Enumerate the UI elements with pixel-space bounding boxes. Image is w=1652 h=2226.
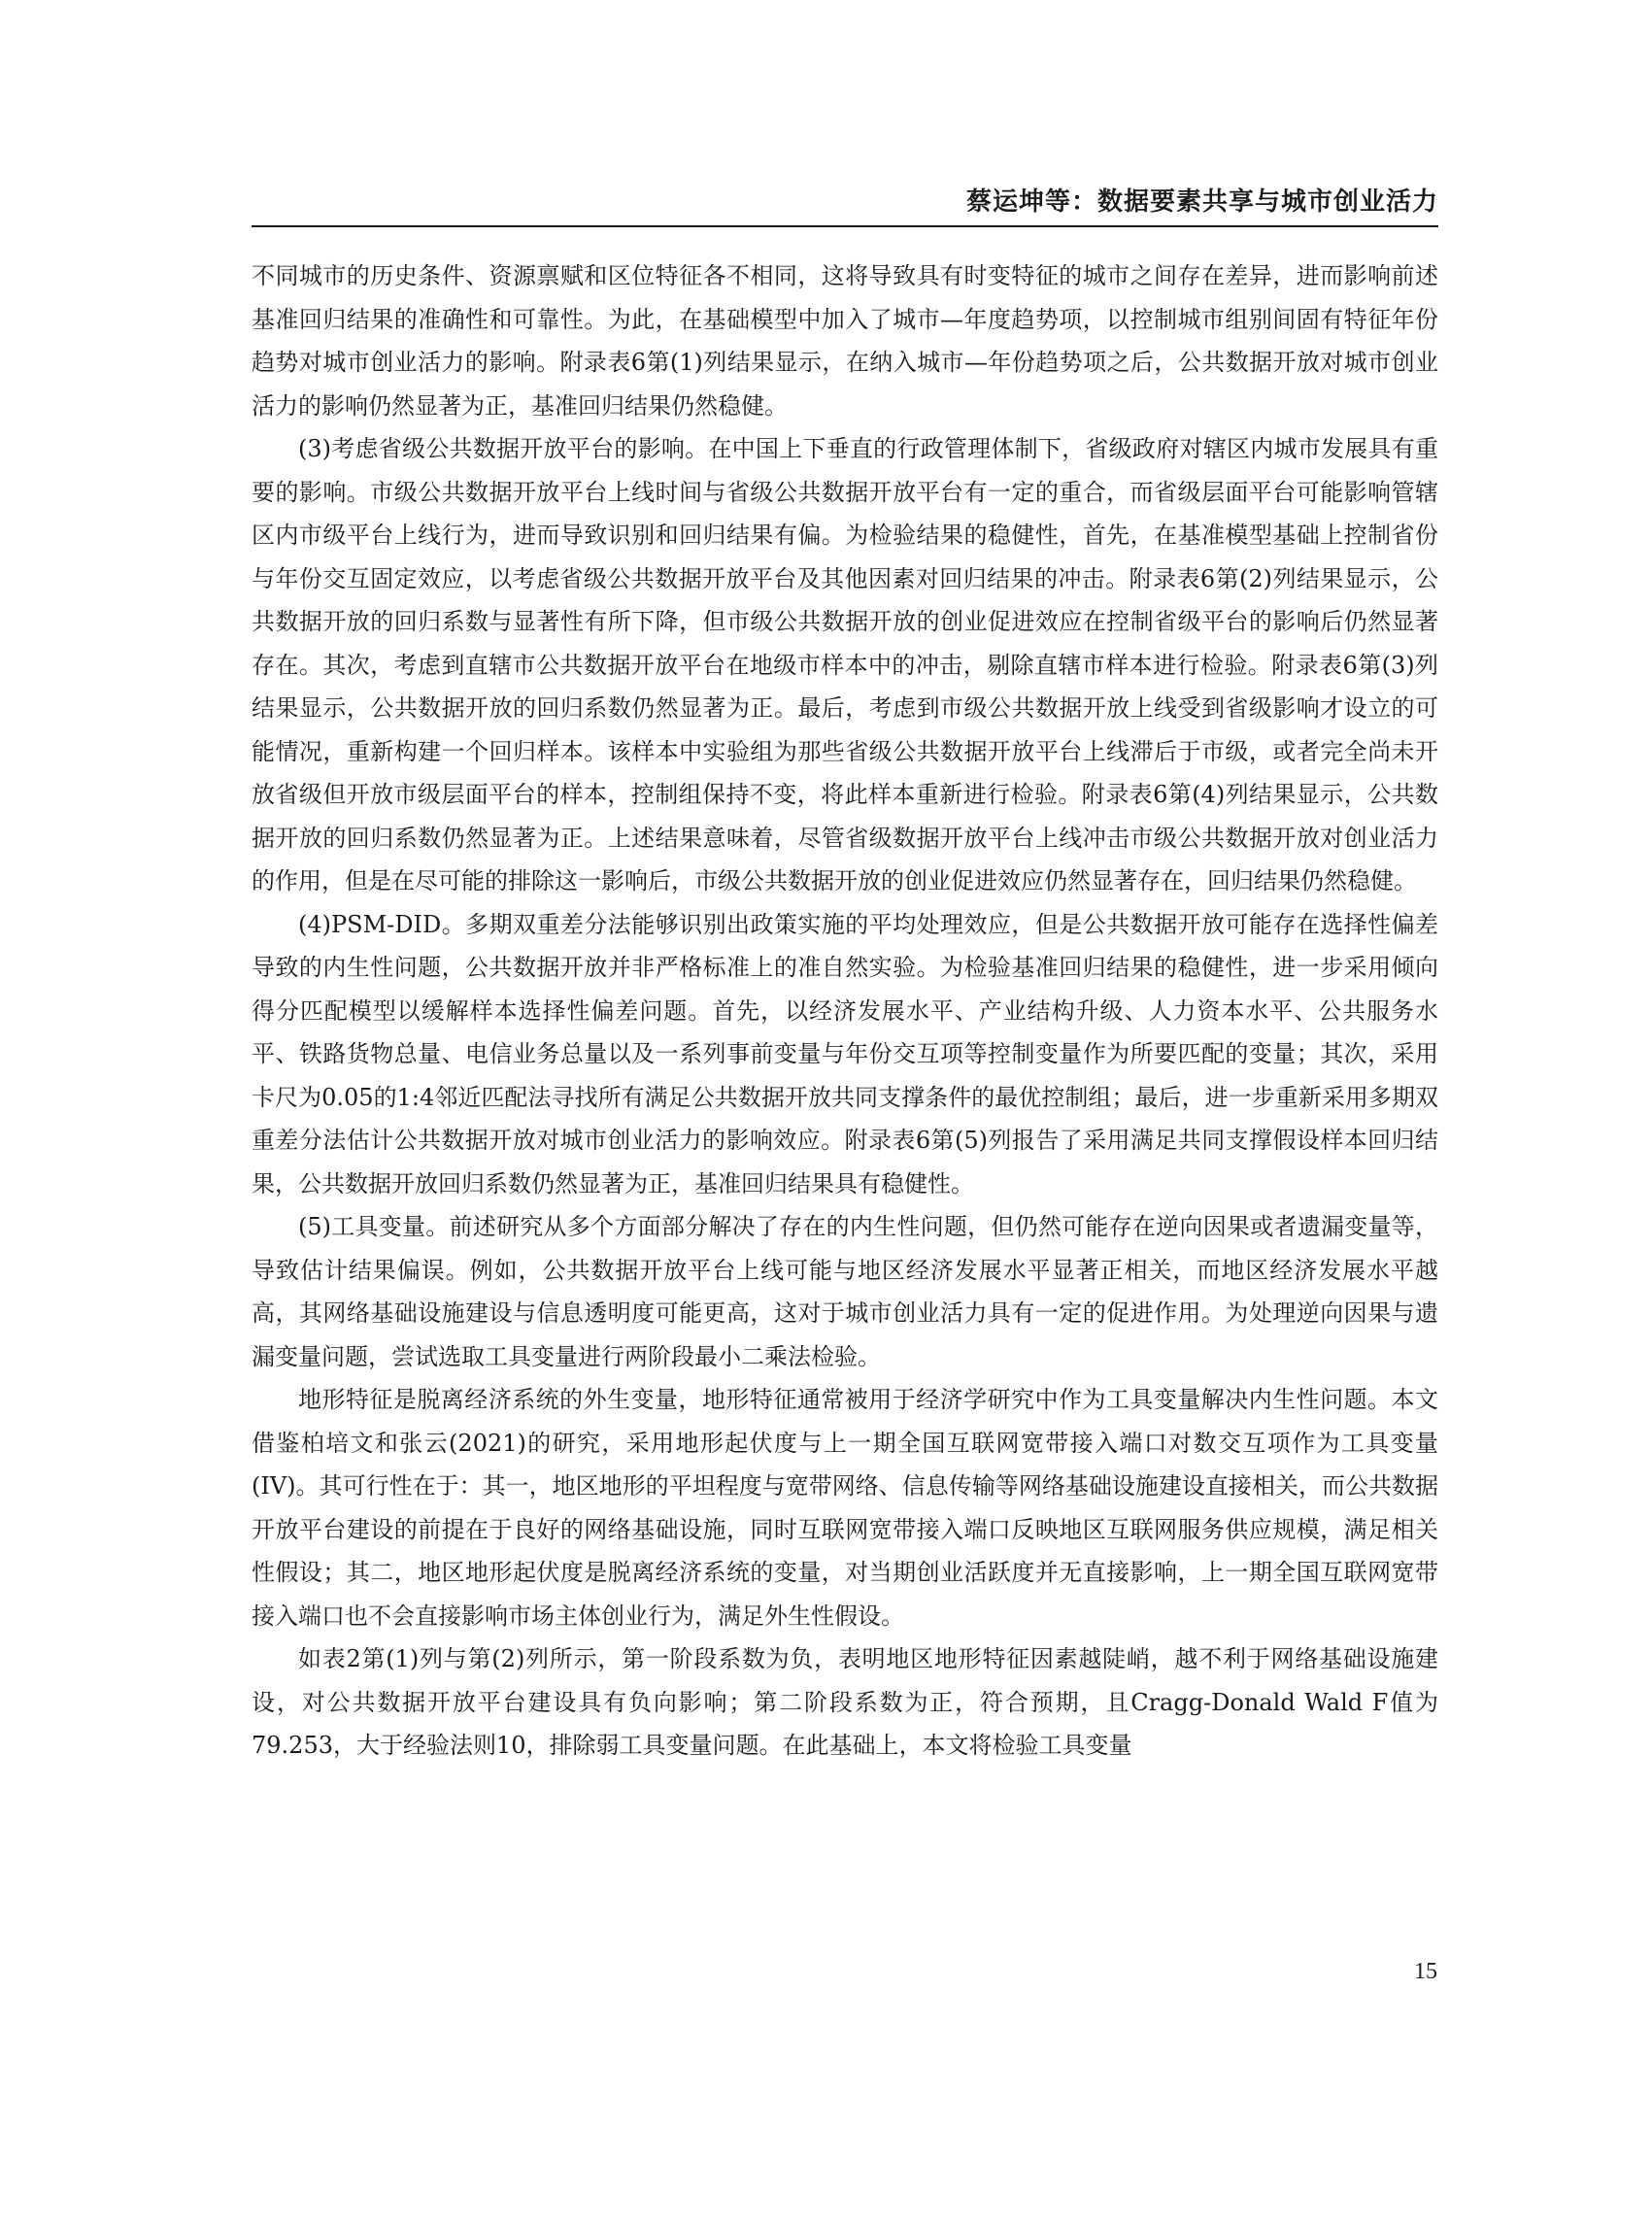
paragraph-psm-did: (4)PSM-DID。多期双重差分法能够识别出政策实施的平均处理效应，但是公共数据开放可能存在选择性偏差导致的内生性问题，公共数据开放并非严格标准上的准自然实验。为检验基准回归结果的稳健性，进一步采用倾向得分匹配模型以缓解样本选择性偏差问题。首先，以经济发展水平、产业结构升级、人力资本水平、公共服务水平、铁路货物总量、电信业务总量以及一系列事前变量与年份交互项等控制变量作为所要匹配的变量；其次，采用卡尺为0.05的1:4邻近匹配法寻找所有满足公共数据开放共同支撑条件的最优控制组；最后，进一步重新采用多期双重差分法估计公共数据开放对城市创业活力的影响效应。附录表6第(5)列报告了采用满足共同支撑假设样本回归结果，公共数据开放回归系数仍然显著为正，基准回归结果具有稳健性。 <box>252 910 1438 1197</box>
page-number: 15 <box>1414 1959 1437 1984</box>
paragraph-table2-results: 如表2第(1)列与第(2)列所示，第一阶段系数为负，表明地区地形特征因素越陡峭，越不利于网络基础设施建设，对公共数据开放平台建设具有负向影响；第二阶段系数为正，符合预期，且Cragg-Donald Wald F值为79.253，大于经验法则10，排除弱工具变量问题。在此基础上，本文将检验工具变量 <box>252 1645 1438 1759</box>
article-body <box>252 254 1438 1768</box>
paragraph-city-trend: 不同城市的历史条件、资源禀赋和区位特征各不相同，这将导致具有时变特征的城市之间存在差异，进而影响前述基准回归结果的准确性和可靠性。为此，在基础模型中加入了城市—年度趋势项，以控制城市组别间固有特征年份趋势对城市创业活力的影响。附录表6第(1)列结果显示，在纳入城市—年份趋势项之后，公共数据开放对城市创业活力的影响仍然显著为正，基准回归结果仍然稳健。 <box>252 262 1438 420</box>
header-divider <box>252 225 1438 227</box>
paragraph-terrain-feature: 地形特征是脱离经济系统的外生变量，地形特征通常被用于经济学研究中作为工具变量解决内生性问题。本文借鉴柏培文和张云(2021)的研究，采用地形起伏度与上一期全国互联网宽带接入端口对数交互项作为工具变量(IV)。其可行性在于：其一，地区地形的平坦程度与宽带网络、信息传输等网络基础设施建设直接相关，而公共数据开放平台建设的前提在于良好的网络基础设施，同时互联网宽带接入端口反映地区互联网服务供应规模，满足相关性假设；其二，地区地形起伏度是脱离经济系统的变量，对当期创业活跃度并无直接影响，上一期全国互联网宽带接入端口也不会直接影响市场主体创业行为，满足外生性假设。 <box>252 1386 1438 1630</box>
running-header: 蔡运坤等：数据要素共享与城市创业活力 <box>965 187 1438 217</box>
paragraph-instrumental-variable: (5)工具变量。前述研究从多个方面部分解决了存在的内生性问题，但仍然可能存在逆向因果或者遗漏变量等，导致估计结果偏误。例如，公共数据开放平台上线可能与地区经济发展水平显著正相关，而地区经济发展水平越高，其网络基础设施建设与信息透明度可能更高，这对于城市创业活力具有一定的促进作用。为处理逆向因果与遗漏变量问题，尝试选取工具变量进行两阶段最小二乘法检验。 <box>252 1213 1438 1370</box>
paragraph-provincial-platform: (3)考虑省级公共数据开放平台的影响。在中国上下垂直的行政管理体制下，省级政府对辖区内城市发展具有重要的影响。市级公共数据开放平台上线时间与省级公共数据开放平台有一定的重合，而省级层面平台可能影响管辖区内市级平台上线行为，进而导致识别和回归结果有偏。为检验结果的稳健性，首先，在基准模型基础上控制省份与年份交互固定效应，以考虑省级公共数据开放平台及其他因素对回归结果的冲击。附录表6第(2)列结果显示，公共数据开放的回归系数与显著性有所下降，但市级公共数据开放的创业促进效应在控制省级平台的影响后仍然显著存在。其次，考虑到直辖市公共数据开放平台在地级市样本中的冲击，剔除直辖市样本进行检验。附录表6第(3)列结果显示，公共数据开放的回归系数仍然显著为正。最后，考虑到市级公共数据开放上线受到省级影响才设立的可能情况，重新构建一个回归样本。该样本中实验组为那些省级公共数据开放平台上线滞后于市级，或者完全尚未开放省级但开放市级层面平台的样本，控制组保持不变，将此样本重新进行检验。附录表6第(4)列结果显示，公共数据开放的回归系数仍然显著为正。上述结果意味着，尽管省级数据开放平台上线冲击市级公共数据开放对创业活力的作用，但是在尽可能的排除这一影响后，市级公共数据开放的创业促进效应仍然显著存在，回归结果仍然稳健。 <box>252 435 1438 894</box>
